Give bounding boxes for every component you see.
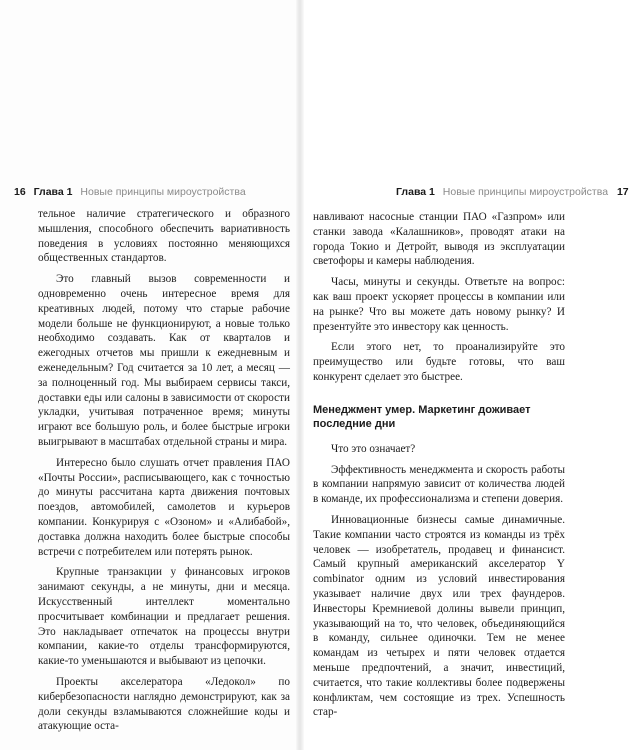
paragraph: Инновационные бизнесы самые динамичные. Такие компании часто строятся из команды из трёх человек — изобретатель, продавец и финансист. Самый крупный американский акселератор Y combinator одним из условий инвестирования указывает наличие двух или трех фаундеров. Инвесторы Кремниевой долины вывели принцип, указывающий на то, что человек, объединяющийся в команду, сильнее одиночки. Тем не менее командам из четырех и пяти человек отдается меньше предпочтений, а значит, инвестиций, считается, что такие коллективы более подвержены конфликтам, чем состоящие из трех. Успешность стар- [313,513,565,719]
paragraph: Что это означает? [331,442,416,455]
right-chapter-label: Глава 1 [396,186,435,198]
paragraph: Часы, минуты и секунды. Ответьте на вопрос: как ваш проект ускоряет процессы в компании или на рынке? Что вы можете дать новому рынку? И презентуйте это инвестору как ценность. [313,276,565,333]
paragraph: тельное наличие стратегического и образного мышления, способного обеспечить вариативность поведения в условиях постоянно меняющихся общественных стандартов. [38,208,290,265]
right-chapter-title: Новые принципы мироустройства [442,186,609,198]
left-chapter-title: Новые принципы мироустройства [80,186,246,198]
right-page-header [396,185,629,199]
right-page-number: 17 [616,186,629,198]
left-page-header [14,185,246,199]
paragraph: Если этого нет, то проанализируйте это преимущество или будьте готовы, что ваш конкурент сделает это быстрее. [313,341,565,383]
paragraph: Эффективность менеджмента и скорость работы в компании напрямую зависит от количества людей в команде, их профессионализма и степени доверия. [313,463,565,506]
paragraph: Это главный вызов современности и одновременно очень интересное время для креативных людей, потому что старые рабочие модели больше не функционируют, а новые только необходимо создавать. Как от кварталов и ежегодных отчетов мы пришли к ежедневным и еженедельным? Год считается за 10 лет, а месяц — за полноценный год. Мы выбираем сервисы такси, доставки еды или салоны в зависимости от скорости укладки, учитывая потраченное время; минуты играют все большую роль, и более быстрые игроки выигрывают в масштабах отдельной страны и мира. [38,273,290,448]
paragraph: Проекты акселератора «Ледокол» по кибербезопасности наглядно демонстрируют, как за доли секунды взламываются сложнейшие коды и атакующие оста- [38,675,290,733]
left-page-body [38,207,290,734]
paragraph: Интересно было слушать отчет правления ПАО «Почты России», расписывающего, как с точностью до минуты рассчитана карта движения почтовых поездов, автомобилей, самолетов и курьеров компании. Конкурируя с «Озоном» и «Алибабой», доставка должна находить более быстрые способы встречи с потребителем или потерять рынок. [38,456,290,558]
right-page-body [313,210,565,720]
paragraph: навливают насосные станции ПАО «Газпром» или станки завода «Калашников», проводят атаки на города Токио и Детройт, выводя из эксплуатации светофоры и камеры наблюдения. [313,211,565,268]
book-gutter [296,0,304,750]
left-page-number: 16 [14,186,26,198]
paragraph: Крупные транзакции у финансовых игроков занимают секунды, а не минуты, дни и месяца. Искусственный интеллект моментально просчитывает комбинации и предлагает решения. Это накладывает отпечаток на процессы внутри компании, какие-то отделы трансформируются, какие-то уменьшаются и выбывают из цепочки. [38,566,290,668]
left-chapter-label: Глава 1 [33,186,73,198]
section-heading: Менеджмент умер. Маркетинг доживает последние дни [313,403,531,431]
